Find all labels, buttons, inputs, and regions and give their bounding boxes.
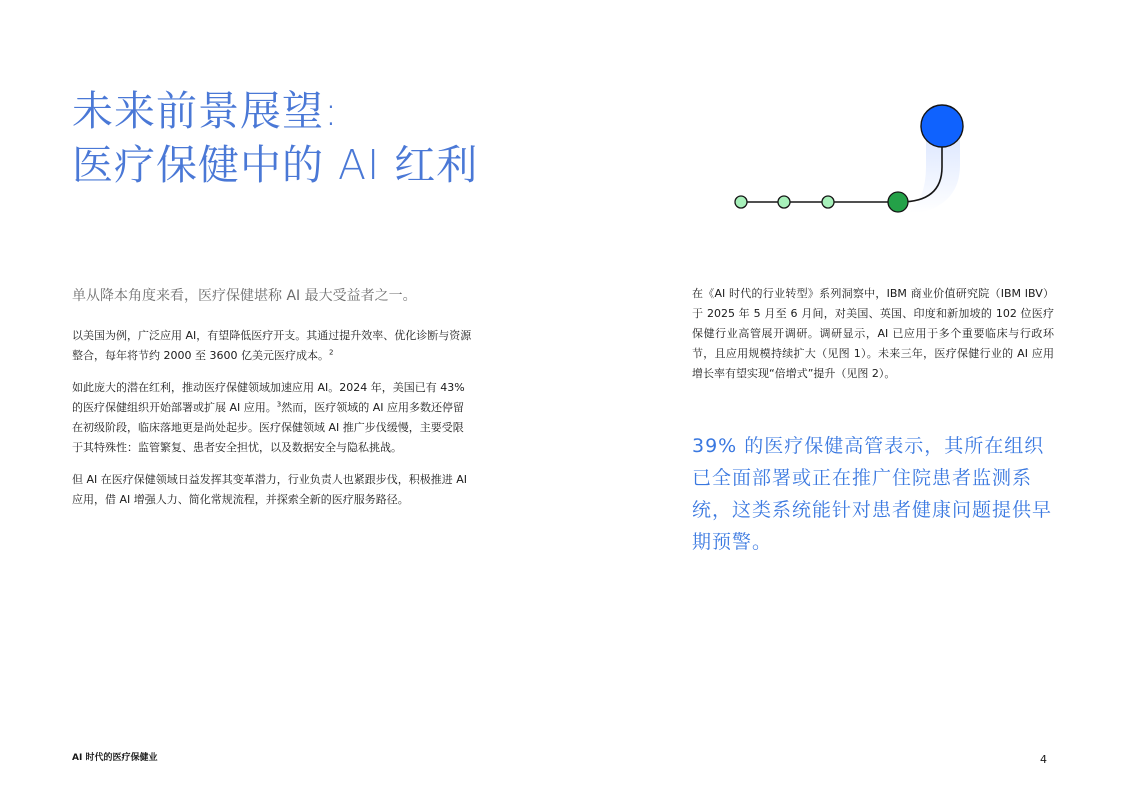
paragraph-1 — [72, 326, 472, 366]
milestone-dot-1 — [735, 196, 747, 208]
title-line-1: 未来前景展望: — [72, 87, 339, 135]
glow-shape — [908, 135, 960, 213]
paragraph-2 — [72, 378, 472, 458]
milestone-dot-3 — [822, 196, 834, 208]
footer-report-title: AI 时代的医疗保健业 — [72, 753, 158, 763]
page-number: 4 — [1040, 753, 1047, 766]
paragraph-3: 但 AI 在医疗保健领域日益发挥其变革潜力，行业负责人也紧跟步伐，积极推进 AI 应用，借 AI 增强人力、简化常规流程，并探索全新的医疗服务路径。 — [72, 473, 468, 506]
right-paragraph: 在《AI 时代的行业转型》系列洞察中，IBM 商业价值研究院（IBM IBV）于 2025 年 5 月至 6 月间，对美国、英国、印度和新加坡的 102 位医疗保健行业高管展开调研。调研显示，AI 已应用于多个重要临床与行政环节，且应用规模持续扩大（见图 1）。未来三年，医疗保健行业的 AI 应用增长率有望实现“倍增式”提升（见图 2）。 — [692, 287, 1054, 380]
footnote-ref: 3 — [276, 400, 282, 409]
right-column — [692, 284, 1054, 384]
lead-statement: 单从降本角度来看，医疗保健堪称 AI 最大受益者之一。 — [72, 288, 417, 304]
page-title — [72, 84, 632, 192]
paragraph-1-text: 以美国为例，广泛应用 AI，有望降低医疗开支。其通过提升效率、优化诊断与资源整合，每年将节约 2000 至 3600 亿美元医疗成本。 — [72, 329, 472, 362]
paragraph-2-text-b: 然而，医疗领域的 AI 应用多数还停留在初级阶段，临床落地更是尚处起步。医疗保健领域 AI 推广步伐缓慢，主要受限于其特殊性：监管繁复、患者安全担忧，以及数据安全与隐私挑战。 — [72, 401, 464, 454]
footnote-ref: 2 — [328, 348, 334, 357]
left-column — [72, 326, 472, 522]
title-line-2: 医疗保健中的 AI 红利 — [72, 141, 479, 189]
pull-quote: 39% 的医疗保健高管表示，其所在组织已全面部署或正在推广住院患者监测系统，这类系统能针对患者健康问题提供早期预警。 — [692, 435, 1053, 553]
paragraph-2-text-a: 如此庞大的潜在红利，推动医疗保健领域加速应用 AI。2024 年，美国已有 43% 的医疗保健组织开始部署或扩展 AI 应用。 — [72, 381, 465, 414]
timeline-illustration — [720, 95, 980, 225]
milestone-dot-2 — [778, 196, 790, 208]
milestone-dot-current — [888, 192, 908, 212]
goal-circle — [921, 105, 963, 147]
